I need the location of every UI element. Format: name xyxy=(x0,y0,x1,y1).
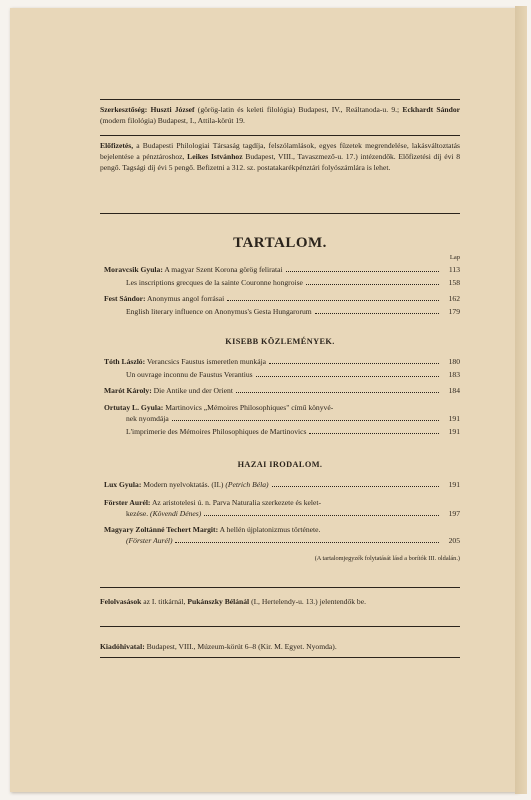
subscription-text-2: Budapest, VIII., Tavaszmező-u. 17.) intézendők. Előfizetési díj évi 8 pengő. Tagsági díj évi 5 pengő. Befizetni a 312. sz. postatakarékpénztári folyószámlára is lehet. xyxy=(100,152,461,172)
toc-reviewer: (Förster Aurél) xyxy=(126,536,173,545)
toc-page: 191 xyxy=(448,427,460,436)
publisher-label: Kiadóhivatal: xyxy=(100,642,145,651)
section-heading: HAZAI IRODALOM. xyxy=(237,460,323,469)
toc-entry xyxy=(104,369,460,380)
toc-page: 183 xyxy=(448,370,460,379)
toc-entry xyxy=(104,385,460,396)
toc-title-text: Az aristotelesi ú. n. Parva Naturalia szerkezete és kelet- xyxy=(151,498,322,507)
toc-title-text: Un ouvrage inconnu de Faustus Verantius xyxy=(126,370,253,379)
toc-title-text: A hellén újplatonizmus története. xyxy=(219,525,321,534)
treasurer-name: Leikes Istvánhoz xyxy=(187,152,243,161)
toc-entry xyxy=(104,497,460,519)
publisher-text: Budapest, VIII., Múzeum-körút 6–8 (Kir. M. Egyet. Nyomda). xyxy=(146,642,337,651)
toc-page: 179 xyxy=(448,307,460,316)
toc-title-text: L'imprimerie des Mémoires Philosophiques de Martinovics xyxy=(126,427,307,436)
toc-page: 191 xyxy=(448,414,460,423)
page-column-header: Lap xyxy=(449,254,460,261)
toc-title-text: Die Antike und der Orient xyxy=(153,386,233,395)
lectures-info xyxy=(100,596,460,607)
toc-reviewer: (Petrich Béla) xyxy=(225,480,269,489)
toc-author: Moravcsik Gyula: xyxy=(104,265,163,274)
toc-page: 184 xyxy=(448,386,460,395)
szerk-label: Szerkesztőség: xyxy=(100,105,148,114)
toc-page: 197 xyxy=(448,509,460,518)
toc-page: 191 xyxy=(448,480,460,489)
secretary-name: Pukánszky Bélánál xyxy=(187,597,250,606)
toc-author: Tóth László: xyxy=(104,357,146,366)
publisher-info xyxy=(100,641,460,652)
toc-title-text: A magyar Szent Korona görög feliratai xyxy=(164,265,283,274)
editor-text-2: (modern filológia) Budapest, I., Attila-körút 19. xyxy=(100,116,245,125)
toc-entry xyxy=(104,356,460,367)
subscription-text-1: a Budapesti Philologiai Társaság tagdíja, felszólamlások, egyes füzetek megrendelése, lakásváltoztatás bejelentése a pénztároshoz, xyxy=(100,141,460,161)
cover-flap xyxy=(515,6,527,794)
toc-reviewer: (Kövendi Dénes) xyxy=(150,509,202,518)
editor-name-2: Eckhardt Sándor xyxy=(402,105,461,114)
editorial-info xyxy=(100,104,460,126)
toc-page: 162 xyxy=(448,294,460,303)
toc-entry xyxy=(104,402,460,424)
lectures-text-2: (I., Hertelendy-u. 13.) jelentendők be. xyxy=(251,597,366,606)
editor-name-1: Huszti József xyxy=(150,105,195,114)
toc-entry xyxy=(104,293,460,304)
top-rule xyxy=(100,99,460,100)
toc-title-text: Verancsics Faustus ismeretlen munkája xyxy=(146,357,267,366)
toc-title-cont: kezése. xyxy=(126,509,149,518)
section-heading: KISEBB KÖZLEMÉNYEK. xyxy=(225,337,335,346)
rule-5 xyxy=(100,626,460,627)
subscription-info xyxy=(100,140,460,173)
toc-title: TARTALOM. xyxy=(233,235,327,251)
rule-3 xyxy=(100,213,460,214)
rule-6 xyxy=(100,657,460,658)
toc-author: Marót Károly: xyxy=(104,386,152,395)
toc-page: 113 xyxy=(448,265,460,274)
lectures-text-1: az I. titkárnál, xyxy=(143,597,186,606)
toc-author: Ortutay L. Gyula: xyxy=(104,403,164,412)
toc-page: 158 xyxy=(448,278,460,287)
toc-title-text: English literary influence on Anonymus's Gesta Hungarorum xyxy=(126,307,312,316)
toc-author: Magyary Zoltánné Techert Margit: xyxy=(104,525,219,534)
toc-author: Förster Aurél: xyxy=(104,498,151,507)
toc-title-text: Anonymus angol forrásai xyxy=(147,294,225,303)
toc-entry xyxy=(104,479,460,490)
toc-entry xyxy=(104,306,460,317)
toc-entry xyxy=(104,277,460,288)
toc-title-text: Les inscriptions grecques de la sainte Couronne hongroise xyxy=(126,278,303,287)
toc-author: Lux Gyula: xyxy=(104,480,142,489)
toc-author: Fest Sándor: xyxy=(104,294,146,303)
subscription-label: Előfizetés, xyxy=(100,141,134,150)
toc-title-cont: nek nyomdája xyxy=(126,414,169,423)
toc-entry xyxy=(104,264,460,275)
toc-continuation-note: (A tartalomjegyzék folytatását lásd a borítók III. oldalán.) xyxy=(314,555,460,562)
toc-title-text: Martinovics „Mémoires Philosophiques" című könyvé- xyxy=(165,403,334,412)
toc-entry xyxy=(104,426,460,437)
toc-page: 205 xyxy=(448,536,460,545)
rule-4 xyxy=(100,587,460,588)
lectures-label: Felolvasások xyxy=(100,597,142,606)
toc-title-text: Modern nyelvoktatás. (II.) xyxy=(143,480,224,489)
editor-text-1: (görög-latin és keleti filológia) Budapest, IV., Reáltanoda-u. 9.; xyxy=(197,105,400,114)
toc-page: 180 xyxy=(448,357,460,366)
rule-2 xyxy=(100,135,460,136)
toc-entry xyxy=(104,524,460,546)
